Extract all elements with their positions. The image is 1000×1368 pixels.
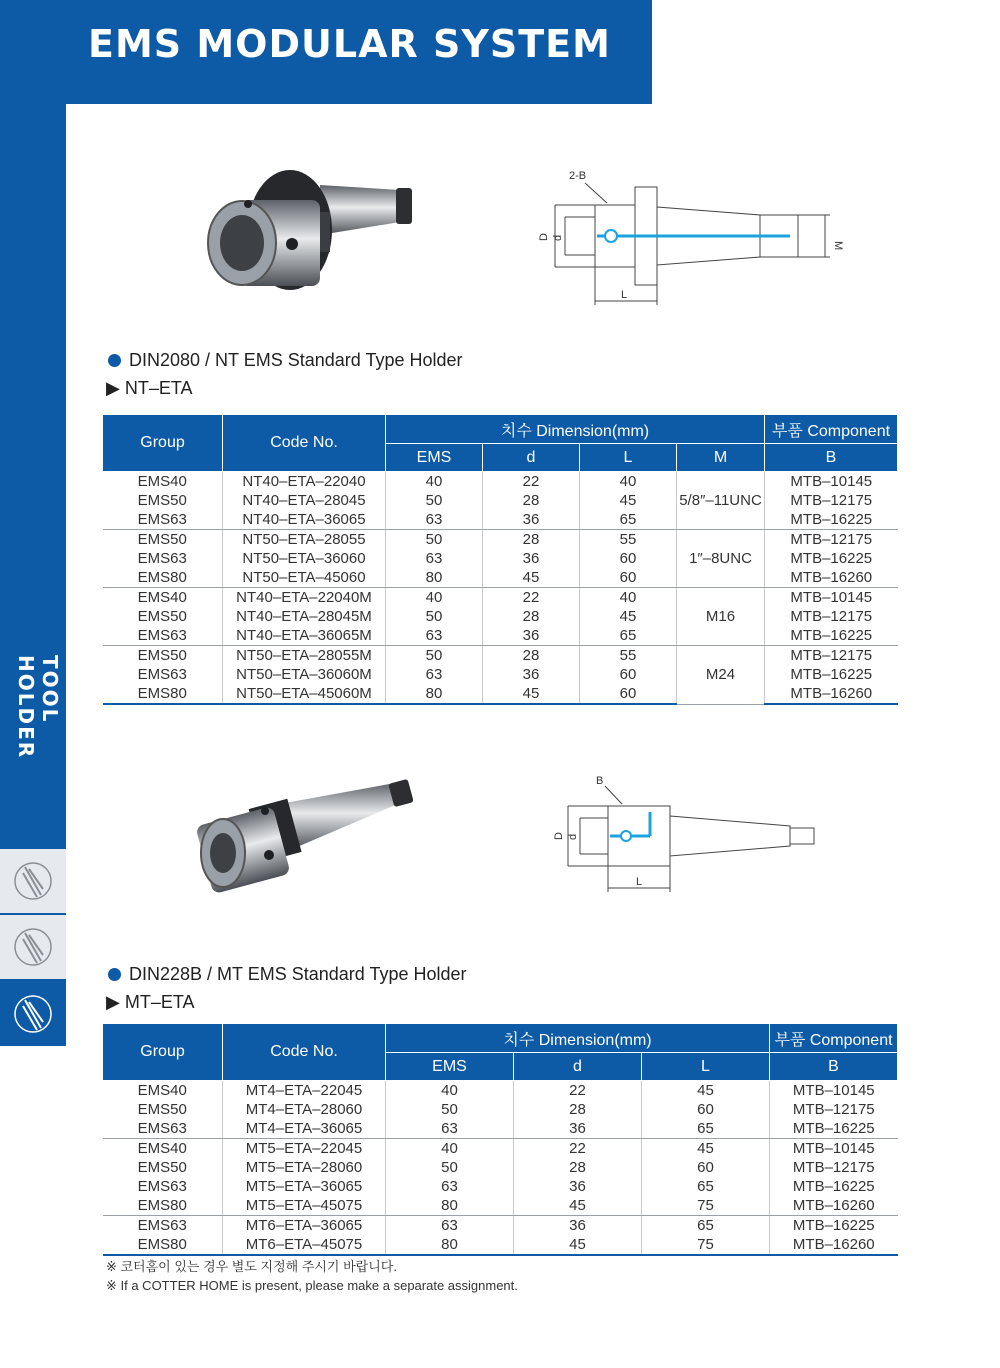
cell-code: MT6–ETA–36065 [223,1216,386,1236]
section2-title: DIN228B / MT EMS Standard Type Holder [108,964,467,985]
cell-l: 65 [642,1216,770,1236]
cell-ems: 50 [386,491,483,510]
tool-holder-icon-2[interactable] [0,915,66,979]
cell-d: 22 [514,1081,642,1101]
cell-code: NT50–ETA–45060 [223,568,386,588]
cell-d: 45 [483,684,580,704]
cell-d: 36 [514,1119,642,1139]
cell-ems: 63 [386,1216,514,1236]
table-row [103,665,898,684]
cell-group: EMS63 [137,666,187,683]
cell-ems: 40 [386,472,483,492]
cell-l: 65 [580,626,677,646]
cell-l: 40 [580,472,677,492]
cell-d: 22 [483,588,580,608]
cell-l: 45 [642,1081,770,1101]
cell-code: MT5–ETA–45075 [223,1196,386,1216]
cell-l: 45 [580,607,677,626]
cell-b: MTB–12175 [765,530,898,550]
col-m: M [677,444,765,472]
cell-l: 55 [580,646,677,666]
col-dimension: 치수 Dimension(mm) [386,415,765,444]
cell-d: 22 [483,472,580,492]
cell-b: MTB–16225 [765,549,898,568]
section1-subtitle: ▶ NT–ETA [106,378,193,398]
cell-d: 22 [514,1139,642,1159]
cell-ems: 80 [386,1196,514,1216]
cell-m: 1″–8UNC [677,530,765,588]
cell-b: MTB–16225 [770,1119,898,1139]
col-ems: EMS [386,444,483,472]
cell-b: MTB–12175 [765,491,898,510]
cell-d: 36 [483,510,580,530]
cell-code: MT4–ETA–28060 [223,1100,386,1119]
tool-holder-icon-3[interactable] [0,982,66,1046]
cell-group: EMS80 [103,1235,223,1255]
mt-eta-table-body [103,1081,898,1256]
cell-d: 36 [483,626,580,646]
cell-ems: 80 [386,568,483,588]
dim2-label-hole: B [596,775,604,787]
dim2-label-d: d [567,833,579,840]
table-row [103,1196,898,1216]
cell-b: MTB–16260 [765,684,898,704]
cell-code: NT50–ETA–36060M [223,665,386,684]
cell-b: MTB–16225 [765,626,898,646]
cell-l: 55 [580,530,677,550]
cell-l: 65 [580,510,677,530]
cell-l: 75 [642,1235,770,1255]
cell-group: EMS80 [103,684,223,704]
cell-b: MTB–16260 [770,1235,898,1255]
cell-l: 65 [642,1119,770,1139]
col-code: Code No. [223,415,386,472]
cell-b: MTB–16225 [765,510,898,530]
col-group: Group [103,1024,223,1081]
cell-code: NT50–ETA–28055 [223,530,386,550]
cell-code: NT50–ETA–45060M [223,684,386,704]
cell-group: EMS40 [137,473,187,490]
cell-code: NT40–ETA–22040 [223,472,386,492]
cell-group: EMS50 [137,1159,187,1176]
footnote-korean: ※ 코터홈이 있는 경우 별도 지정해 주시기 바랍니다. [106,1259,397,1274]
table-row [103,646,898,666]
cell-group: EMS50 [137,608,187,625]
cell-code: MT5–ETA–36065 [223,1177,386,1196]
cell-l: 60 [580,549,677,568]
cell-ems: 50 [386,1158,514,1177]
mt-eta-table [102,1023,898,1256]
dim-label-L: L [621,289,628,301]
col-b: B [770,1053,898,1081]
cell-b: MTB–10145 [770,1081,898,1101]
cell-l: 45 [642,1139,770,1159]
cell-ems: 50 [386,646,483,666]
sidebar-label-text: TOOL HOLDER [14,655,62,760]
tool-holder-icon-1[interactable] [0,849,66,913]
cell-b: MTB–12175 [765,646,898,666]
cell-d: 28 [483,530,580,550]
cell-code: MT6–ETA–45075 [223,1235,386,1255]
cell-b: MTB–16260 [770,1196,898,1216]
cell-code: MT4–ETA–22045 [223,1081,386,1101]
nt-holder-photo [200,160,430,320]
cell-group: EMS63 [137,1217,187,1234]
cell-b: MTB–16225 [770,1216,898,1236]
cell-ems: 80 [386,684,483,704]
col-l: L [642,1053,770,1081]
cell-d: 28 [483,491,580,510]
cell-l: 60 [580,684,677,704]
cell-group: EMS50 [137,492,187,509]
cell-ems: 63 [386,665,483,684]
bullet-dot-icon [108,354,121,367]
cell-d: 28 [514,1158,642,1177]
cell-m: 5/8″–11UNC [677,472,765,530]
cell-l: 65 [642,1177,770,1196]
cell-d: 36 [514,1216,642,1236]
table-row [103,684,898,704]
col-dimension: 치수 Dimension(mm) [386,1024,770,1053]
cell-ems: 40 [386,1139,514,1159]
cell-d: 45 [514,1235,642,1255]
table-row [103,1216,898,1236]
cell-ems: 63 [386,1119,514,1139]
cell-l: 60 [580,665,677,684]
col-component: 부품 Component [770,1024,898,1053]
cell-group: EMS63 [137,550,187,567]
page-title: EMS MODULAR SYSTEM [88,22,611,66]
cell-ems: 50 [386,1100,514,1119]
nt-eta-table-body [103,472,898,705]
cell-d: 45 [483,568,580,588]
cell-group: EMS80 [103,1196,223,1216]
cell-ems: 40 [386,1081,514,1101]
cell-ems: 63 [386,549,483,568]
cell-b: MTB–12175 [770,1100,898,1119]
cell-l: 60 [642,1100,770,1119]
table-row [103,1177,898,1196]
cell-code: MT5–ETA–22045 [223,1139,386,1159]
col-d: d [514,1053,642,1081]
cell-group: EMS63 [103,510,223,530]
cell-b: MTB–10145 [765,472,898,492]
cell-group: EMS63 [137,1178,187,1195]
col-group: Group [103,415,223,472]
dim-label-hole: 2-B [569,170,587,182]
cell-group: EMS40 [137,1082,187,1099]
cell-group: EMS50 [137,647,187,664]
dim2-label-D: D [553,832,565,840]
section1-title: DIN2080 / NT EMS Standard Type Holder [108,350,463,371]
col-code: Code No. [223,1024,386,1081]
table-row [103,1119,898,1139]
cell-b: MTB–10145 [770,1139,898,1159]
table-row [103,510,898,530]
table-row [103,1100,898,1119]
cell-code: MT4–ETA–36065 [223,1119,386,1139]
table-row [103,1139,898,1159]
sidebar-label [14,655,62,835]
cell-d: 28 [483,607,580,626]
cell-group: EMS63 [103,1119,223,1139]
cell-ems: 50 [386,607,483,626]
cell-b: MTB–12175 [770,1158,898,1177]
dim2-label-L: L [636,876,643,888]
table-row [103,568,898,588]
nt-eta-table [102,414,898,705]
cell-ems: 80 [386,1235,514,1255]
mt-holder-drawing [550,772,825,897]
table-row [103,491,898,510]
table-row [103,530,898,550]
cell-d: 36 [483,549,580,568]
cell-b: MTB–16225 [770,1177,898,1196]
cell-group: EMS40 [137,1140,187,1157]
cell-group: EMS63 [103,626,223,646]
cell-group: EMS40 [137,589,187,606]
cell-code: NT50–ETA–28055M [223,646,386,666]
cell-l: 60 [580,568,677,588]
col-b: B [765,444,898,472]
cell-b: MTB–10145 [765,588,898,608]
cell-code: MT5–ETA–28060 [223,1158,386,1177]
table-row [103,626,898,646]
cell-m: M24 [677,646,765,705]
col-ems: EMS [386,1053,514,1081]
cell-group: EMS50 [137,1101,187,1118]
dim-label-D: D [538,233,550,241]
bullet-dot-icon [108,968,121,981]
cell-b: MTB–12175 [765,607,898,626]
footnotes [106,1257,518,1295]
cell-code: NT40–ETA–28045M [223,607,386,626]
cell-l: 60 [642,1158,770,1177]
table-row [103,1081,898,1101]
col-component: 부품 Component [765,415,898,444]
table-row [103,607,898,626]
col-d: d [483,444,580,472]
cell-m: M16 [677,588,765,646]
table-row [103,588,898,608]
cell-l: 45 [580,491,677,510]
cell-ems: 63 [386,626,483,646]
col-l: L [580,444,677,472]
cell-b: MTB–16225 [765,665,898,684]
cell-code: NT40–ETA–28045 [223,491,386,510]
table-row [103,549,898,568]
dim-label-d: d [552,234,564,241]
cell-d: 28 [514,1100,642,1119]
cell-code: NT40–ETA–36065M [223,626,386,646]
footnote-english: ※ If a COTTER HOME is present, please make a separate assignment. [106,1278,518,1293]
cell-l: 75 [642,1196,770,1216]
dim-label-M: M [832,241,844,251]
cell-ems: 63 [386,510,483,530]
cell-d: 28 [483,646,580,666]
nt-holder-drawing [535,165,845,310]
mt-holder-photo [195,775,420,895]
cell-code: NT40–ETA–22040M [223,588,386,608]
cell-group: EMS80 [103,568,223,588]
cell-l: 40 [580,588,677,608]
cell-ems: 63 [386,1177,514,1196]
cell-code: NT50–ETA–36060 [223,549,386,568]
cell-ems: 50 [386,530,483,550]
table-row [103,1235,898,1255]
cell-code: NT40–ETA–36065 [223,510,386,530]
page-header [0,0,652,104]
table-row [103,472,898,492]
cell-d: 36 [514,1177,642,1196]
table-row [103,1158,898,1177]
cell-b: MTB–16260 [765,568,898,588]
cell-group: EMS50 [137,531,187,548]
cell-ems: 40 [386,588,483,608]
cell-d: 36 [483,665,580,684]
section2-subtitle: ▶ MT–ETA [106,992,195,1012]
cell-d: 45 [514,1196,642,1216]
